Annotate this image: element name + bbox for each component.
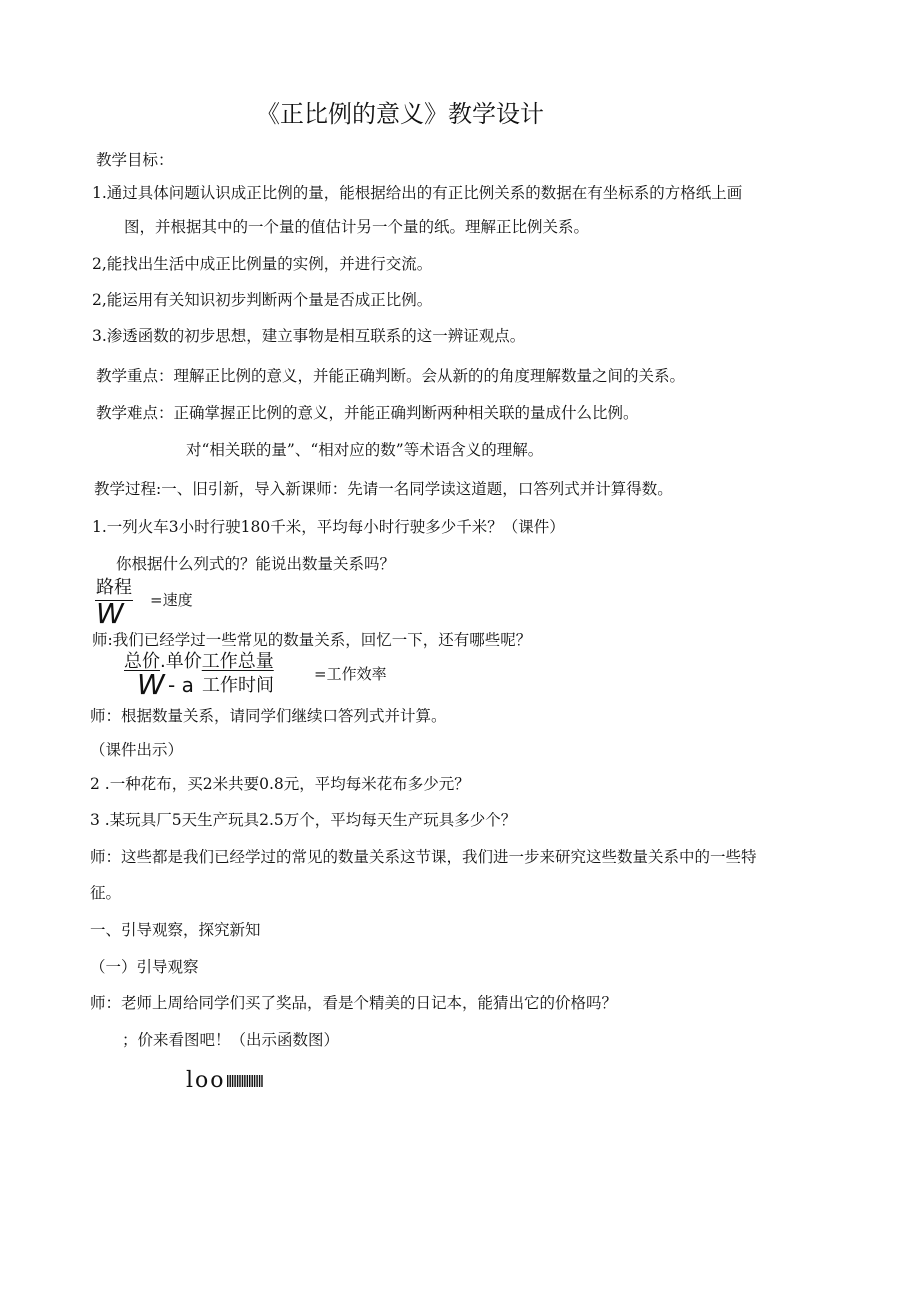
question-1-prompt: 你根据什么列式的？能说出数量关系吗？ [116, 555, 396, 573]
formula-distance-numerator: 路程 [96, 577, 132, 598]
teacher-line-1: 师:我们已经学过一些常见的数量关系，回忆一下，还有哪些呢？ [92, 631, 532, 649]
objective-4: 3.渗透函数的初步思想，建立事物是相互联系的这一辨证观点。 [92, 327, 526, 345]
teacher-line-3-continued: 征。 [90, 884, 122, 902]
teacher-line-3: 师：这些都是我们已经学过的常见的数量关系这节课，我们进一步来研究这些数量关系中的一些特 [90, 848, 757, 866]
difficulty: 教学难点：正确掌握正比例的意义，并能正确判断两种相关联的量成什么比例。 [96, 404, 639, 422]
question-2: 2 .一种花布，买2米共要0.8元，平均每米花布多少元？ [90, 775, 470, 793]
key-point: 教学重点：理解正比例的意义，并能正确判断。会从新的的角度理解数量之间的关系。 [96, 367, 686, 385]
formula-work-efficiency: =工作效率 [314, 665, 387, 683]
objective-1-continued: 图，并根据其中的一个量的值估计另一个量的纸。理解正比例关系。 [124, 218, 590, 236]
formula-speed-result: =速度 [150, 591, 193, 609]
teacher-line-4: 师：老师上周给同学们买了奖品，看是个精美的日记本，能猜出它的价格吗？ [90, 994, 618, 1012]
show-graph-line: ；价来看图吧！（出示函数图） [122, 1031, 340, 1049]
teacher-line-2: 师：根据数量关系，请同学们继续口答列式并计算。 [90, 707, 447, 725]
formula-total-price-text: 总价 [124, 651, 160, 672]
graph-fragment [186, 1069, 262, 1094]
subsection-heading-1: （一）引导观察 [90, 958, 199, 976]
difficulty-continued: 对“相关联的量”、“相对应的数”等术语含义的理解。 [186, 441, 544, 459]
formula-distance-denominator: W [96, 597, 124, 630]
graph-fragment-bars: lllllllllllllll [225, 1072, 263, 1091]
formula-quantity-symbol: W [137, 668, 165, 701]
objectives-heading: 教学目标： [96, 151, 174, 169]
objective-3: 2,能运用有关知识初步判断两个量是否成正比例。 [92, 291, 433, 309]
formula-quantity-a: - a [168, 673, 194, 697]
graph-fragment-digits: loo [186, 1068, 226, 1093]
objective-2: 2,能找出生活中成正比例量的实例，并进行交流。 [92, 255, 433, 273]
objective-1: 1.通过具体问题认识成正比例的量，能根据给出的有正比例关系的数据在有坐标系的方格纸上画 [92, 184, 743, 202]
formula-unit-price-text: .单价 [160, 651, 202, 672]
teaching-process: 教学过程:一、旧引新，导入新课师：先请一名同学读这道题，口答列式并计算得数。 [94, 480, 673, 498]
courseware-note: （课件出示） [90, 741, 184, 759]
section-heading-1: 一、引导观察，探究新知 [90, 921, 261, 939]
formula-work-time: 工作时间 [202, 675, 274, 696]
question-3: 3 .某玩具厂5天生产玩具2.5万个，平均每天生产玩具多少个？ [90, 811, 517, 829]
document-title: 《正比例的意义》教学设计 [256, 100, 544, 128]
question-1: 1.一列火车3小时行驶180千米，平均每小时行驶多少千米？（课件） [92, 518, 565, 536]
formula-work-total-text: 工作总量 [201, 651, 274, 672]
